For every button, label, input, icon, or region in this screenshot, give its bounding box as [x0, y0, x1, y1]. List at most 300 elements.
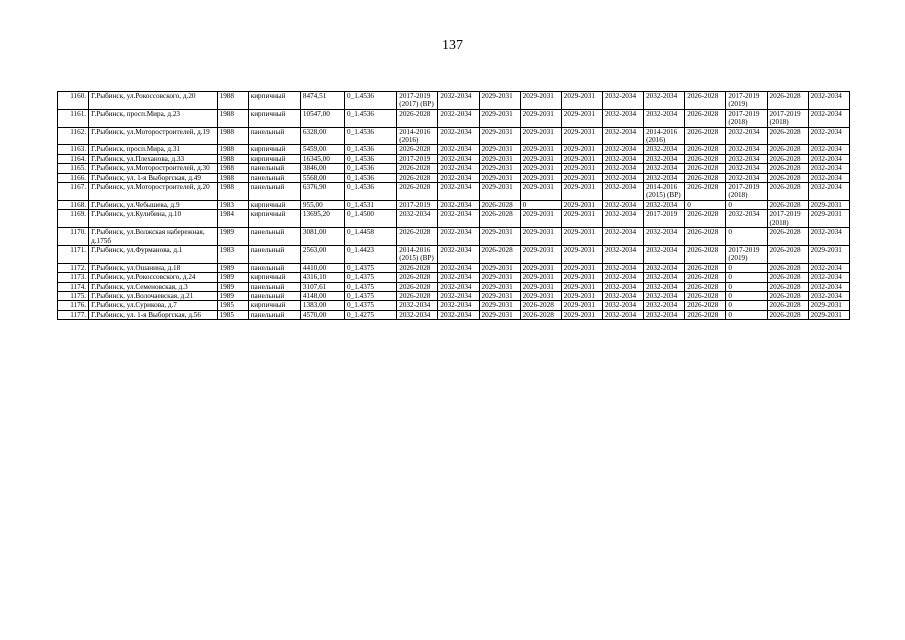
repair-period-cell: 2032-2034: [808, 291, 849, 300]
repair-period-cell: 2029-2031: [561, 291, 602, 300]
repair-period-cell: 2029-2031: [479, 291, 520, 300]
repair-period-cell: 2026-2028: [767, 200, 808, 209]
repair-period-cell: 2032-2034: [726, 154, 767, 163]
address-cell: Г.Рыбинск, ул.Моторостроителей, д.19: [89, 127, 217, 145]
repair-period-cell: 2026-2028: [685, 145, 726, 154]
address-cell: Г.Рыбинск, ул. 1-я Выборгская, д.49: [89, 173, 217, 182]
repair-period-cell: 2029-2031: [808, 210, 849, 228]
repair-period-cell: 2032-2034: [726, 173, 767, 182]
code-cell: 0_1.4375: [345, 282, 397, 291]
repair-period-cell: 2032-2034: [726, 127, 767, 145]
address-cell: Г.Рыбинск, ул.Плеханова, д.33: [89, 154, 217, 163]
repair-period-cell: 2032-2034: [438, 273, 479, 282]
code-cell: 0_1.4500: [345, 210, 397, 228]
repair-period-cell: 2032-2034: [644, 164, 685, 173]
repair-period-cell: 2026-2028: [685, 154, 726, 163]
repair-period-cell: 2026-2028: [685, 92, 726, 110]
repair-period-cell: 2032-2034: [644, 109, 685, 127]
repair-period-cell: 2029-2031: [520, 173, 561, 182]
repair-period-cell: 0: [726, 263, 767, 272]
repair-period-cell: 2029-2031: [520, 245, 561, 263]
repair-period-cell: 2032-2034: [644, 145, 685, 154]
table-row: [58, 282, 850, 291]
repair-period-cell: 2026-2028: [685, 291, 726, 300]
repair-period-cell: 2032-2034: [602, 245, 643, 263]
table-row: [58, 291, 850, 300]
year-cell: 1988: [217, 92, 248, 110]
repair-period-cell: 2032-2034: [602, 164, 643, 173]
year-cell: 1989: [217, 273, 248, 282]
wall-material-cell: панельный: [248, 127, 300, 145]
wall-material-cell: панельный: [248, 282, 300, 291]
row-number-cell: 1174.: [58, 282, 89, 291]
repair-period-cell: 2032-2034: [602, 127, 643, 145]
table-row: [58, 183, 850, 201]
repair-period-cell: 2032-2034: [644, 245, 685, 263]
wall-material-cell: кирпичный: [248, 200, 300, 209]
table-row: [58, 127, 850, 145]
repair-period-cell: 2032-2034: [438, 164, 479, 173]
repair-period-cell: 2017-2019 (2018): [726, 109, 767, 127]
repair-period-cell: 2029-2031: [561, 92, 602, 110]
repair-period-cell: 2029-2031: [520, 164, 561, 173]
repair-period-cell: 2029-2031: [479, 263, 520, 272]
repair-period-cell: 2029-2031: [520, 273, 561, 282]
repair-period-cell: 2029-2031: [561, 282, 602, 291]
repair-period-cell: 2029-2031: [479, 273, 520, 282]
repair-period-cell: 2029-2031: [520, 228, 561, 246]
repair-period-cell: 2029-2031: [561, 127, 602, 145]
row-number-cell: 1163.: [58, 145, 89, 154]
year-cell: 1988: [217, 154, 248, 163]
repair-period-cell: 2026-2028: [767, 145, 808, 154]
address-cell: Г.Рыбинск, ул.Сурикова, д.7: [89, 301, 217, 310]
row-number-cell: 1167.: [58, 183, 89, 201]
repair-period-cell: 2029-2031: [561, 263, 602, 272]
wall-material-cell: кирпичный: [248, 92, 300, 110]
code-cell: 0_1.4536: [345, 127, 397, 145]
repair-period-cell: 2026-2028: [397, 183, 438, 201]
table-row: [58, 145, 850, 154]
repair-period-cell: 2032-2034: [808, 164, 849, 173]
repair-period-cell: 2032-2034: [438, 282, 479, 291]
repair-period-cell: 2026-2028: [479, 210, 520, 228]
area-cell: 16345,00: [300, 154, 344, 163]
repair-period-cell: 2029-2031: [561, 145, 602, 154]
wall-material-cell: панельный: [248, 310, 300, 319]
repair-period-cell: 2029-2031: [479, 92, 520, 110]
repair-period-cell: 2026-2028: [767, 301, 808, 310]
year-cell: 1988: [217, 173, 248, 182]
table-row: [58, 245, 850, 263]
year-cell: 1988: [217, 127, 248, 145]
address-cell: Г.Рыбинск, ул.Семеновская, д.3: [89, 282, 217, 291]
repair-period-cell: 2029-2031: [561, 173, 602, 182]
repair-period-cell: 2032-2034: [726, 145, 767, 154]
year-cell: 1989: [217, 263, 248, 272]
repair-period-cell: 2032-2034: [602, 145, 643, 154]
repair-period-cell: 2032-2034: [602, 310, 643, 319]
repair-period-cell: 2032-2034: [808, 92, 849, 110]
row-number-cell: 1162.: [58, 127, 89, 145]
row-number-cell: 1166.: [58, 173, 89, 182]
repair-period-cell: 2026-2028: [685, 109, 726, 127]
table-row: [58, 310, 850, 319]
area-cell: 3107,61: [300, 282, 344, 291]
row-number-cell: 1177.: [58, 310, 89, 319]
repair-period-cell: 2032-2034: [808, 173, 849, 182]
repair-period-cell: 2032-2034: [644, 228, 685, 246]
repair-period-cell: 2032-2034: [602, 109, 643, 127]
repair-period-cell: 2032-2034: [602, 173, 643, 182]
repair-period-cell: 2032-2034: [808, 127, 849, 145]
code-cell: 0_1.4536: [345, 154, 397, 163]
code-cell: 0_1.4375: [345, 273, 397, 282]
table-row: [58, 164, 850, 173]
address-cell: Г.Рыбинск, ул.Рокоссовского, д.20: [89, 92, 217, 110]
repair-period-cell: 2029-2031: [520, 127, 561, 145]
area-cell: 10547,00: [300, 109, 344, 127]
repair-period-cell: 2032-2034: [602, 263, 643, 272]
area-cell: 2563,00: [300, 245, 344, 263]
row-number-cell: 1160.: [58, 92, 89, 110]
repair-period-cell: 2017-2019 (2018): [767, 210, 808, 228]
repair-period-cell: 2029-2031: [479, 145, 520, 154]
year-cell: 1989: [217, 291, 248, 300]
repair-period-cell: 2029-2031: [808, 245, 849, 263]
repair-period-cell: 2032-2034: [438, 92, 479, 110]
repair-period-cell: 0: [685, 200, 726, 209]
repair-period-cell: 2026-2028: [685, 127, 726, 145]
repair-period-cell: 2026-2028: [685, 310, 726, 319]
table-row: [58, 273, 850, 282]
repair-period-cell: 2032-2034: [644, 263, 685, 272]
repair-period-cell: 2032-2034: [602, 228, 643, 246]
repair-period-cell: 2032-2034: [726, 164, 767, 173]
table-row: [58, 154, 850, 163]
repair-period-cell: 2032-2034: [438, 154, 479, 163]
row-number-cell: 1169.: [58, 210, 89, 228]
repair-period-cell: 2032-2034: [438, 173, 479, 182]
repair-period-cell: 2026-2028: [767, 282, 808, 291]
repair-period-cell: 2032-2034: [602, 291, 643, 300]
repair-period-cell: 2032-2034: [808, 154, 849, 163]
code-cell: 0_1.4536: [345, 173, 397, 182]
repair-period-cell: 2029-2031: [479, 173, 520, 182]
wall-material-cell: кирпичный: [248, 109, 300, 127]
repair-period-cell: 2029-2031: [561, 210, 602, 228]
wall-material-cell: кирпичный: [248, 154, 300, 163]
repair-period-cell: 2032-2034: [397, 310, 438, 319]
table-row: [58, 173, 850, 182]
repair-period-cell: 2026-2028: [397, 228, 438, 246]
repair-period-cell: 2032-2034: [808, 282, 849, 291]
housing-registry-table: [57, 91, 850, 320]
repair-period-cell: 2029-2031: [479, 109, 520, 127]
address-cell: Г.Рыбинск, ул.Кулибина, д.10: [89, 210, 217, 228]
table-row: [58, 109, 850, 127]
repair-period-cell: 2029-2031: [479, 127, 520, 145]
page-number: 137: [442, 38, 463, 53]
repair-period-cell: 2029-2031: [561, 183, 602, 201]
wall-material-cell: кирпичный: [248, 210, 300, 228]
row-number-cell: 1165.: [58, 164, 89, 173]
repair-period-cell: 2032-2034: [644, 273, 685, 282]
repair-period-cell: 2026-2028: [767, 263, 808, 272]
area-cell: 5459,00: [300, 145, 344, 154]
area-cell: 4148,00: [300, 291, 344, 300]
repair-period-cell: 2029-2031: [561, 228, 602, 246]
area-cell: 1383,00: [300, 301, 344, 310]
address-cell: Г.Рыбинск, ул.Волочаевская, д.21: [89, 291, 217, 300]
code-cell: 0_1.4536: [345, 145, 397, 154]
repair-period-cell: 2026-2028: [767, 183, 808, 201]
repair-period-cell: 0: [726, 200, 767, 209]
repair-period-cell: 2026-2028: [520, 301, 561, 310]
address-cell: Г.Рыбинск, ул.Моторостроителей, д.20: [89, 183, 217, 201]
repair-period-cell: 2032-2034: [644, 173, 685, 182]
repair-period-cell: 2026-2028: [397, 282, 438, 291]
repair-period-cell: 2026-2028: [397, 145, 438, 154]
repair-period-cell: 2032-2034: [602, 273, 643, 282]
repair-period-cell: 2032-2034: [808, 263, 849, 272]
repair-period-cell: 2032-2034: [808, 273, 849, 282]
repair-period-cell: 2026-2028: [397, 263, 438, 272]
address-cell: Г.Рыбинск, ул.Чебышева, д.9: [89, 200, 217, 209]
repair-period-cell: 2032-2034: [644, 200, 685, 209]
repair-period-cell: 2032-2034: [438, 183, 479, 201]
repair-period-cell: 0: [726, 291, 767, 300]
row-number-cell: 1173.: [58, 273, 89, 282]
repair-period-cell: 2029-2031: [479, 164, 520, 173]
address-cell: Г.Рыбинск, ул.Рокоссовского, д.24: [89, 273, 217, 282]
wall-material-cell: панельный: [248, 263, 300, 272]
code-cell: 0_1.4375: [345, 291, 397, 300]
row-number-cell: 1164.: [58, 154, 89, 163]
row-number-cell: 1168.: [58, 200, 89, 209]
area-cell: 13695,20: [300, 210, 344, 228]
repair-period-cell: 2032-2034: [602, 210, 643, 228]
repair-period-cell: 2032-2034: [438, 228, 479, 246]
repair-period-cell: 2029-2031: [520, 291, 561, 300]
repair-period-cell: 2029-2031: [561, 109, 602, 127]
repair-period-cell: 2026-2028: [685, 273, 726, 282]
repair-period-cell: 2026-2028: [767, 291, 808, 300]
code-cell: 0_1.4531: [345, 200, 397, 209]
repair-period-cell: 2017-2019 (2018): [726, 183, 767, 201]
address-cell: Г.Рыбинск, просп.Мира, д.31: [89, 145, 217, 154]
repair-period-cell: 2029-2031: [520, 109, 561, 127]
repair-period-cell: 2029-2031: [520, 154, 561, 163]
address-cell: Г.Рыбинск, ул.Волжская набережная, д.175б: [89, 228, 217, 246]
area-cell: 6328,00: [300, 127, 344, 145]
repair-period-cell: 2026-2028: [397, 109, 438, 127]
repair-period-cell: 0: [726, 310, 767, 319]
wall-material-cell: панельный: [248, 183, 300, 201]
repair-period-cell: 2029-2031: [561, 310, 602, 319]
repair-period-cell: 2029-2031: [479, 228, 520, 246]
repair-period-cell: 2029-2031: [808, 301, 849, 310]
code-cell: 0_1.4536: [345, 109, 397, 127]
row-number-cell: 1170.: [58, 228, 89, 246]
repair-period-cell: 2032-2034: [438, 145, 479, 154]
repair-period-cell: 2026-2028: [685, 228, 726, 246]
wall-material-cell: панельный: [248, 245, 300, 263]
table-row: [58, 263, 850, 272]
area-cell: 4570,00: [300, 310, 344, 319]
wall-material-cell: кирпичный: [248, 145, 300, 154]
repair-period-cell: 2032-2034: [438, 291, 479, 300]
repair-period-cell: 2029-2031: [479, 183, 520, 201]
code-cell: 0_1.4536: [345, 183, 397, 201]
repair-period-cell: 2017-2019: [644, 210, 685, 228]
repair-period-cell: 0: [726, 301, 767, 310]
repair-period-cell: 2026-2028: [767, 245, 808, 263]
repair-period-cell: 2032-2034: [602, 282, 643, 291]
repair-period-cell: 2014-2016 (2015) (ВР): [397, 245, 438, 263]
repair-period-cell: 2026-2028: [685, 164, 726, 173]
code-cell: 0_1.4375: [345, 301, 397, 310]
year-cell: 1989: [217, 282, 248, 291]
repair-period-cell: 2026-2028: [479, 245, 520, 263]
area-cell: 4410,00: [300, 263, 344, 272]
repair-period-cell: 2032-2034: [438, 245, 479, 263]
repair-period-cell: 2026-2028: [767, 92, 808, 110]
repair-period-cell: 2026-2028: [767, 164, 808, 173]
code-cell: 0_1.4275: [345, 310, 397, 319]
repair-period-cell: 2032-2034: [602, 154, 643, 163]
repair-period-cell: 2029-2031: [479, 154, 520, 163]
repair-period-cell: 2026-2028: [479, 200, 520, 209]
table-row: [58, 228, 850, 246]
repair-period-cell: 2014-2016 (2016): [644, 127, 685, 145]
repair-period-cell: 2032-2034: [808, 145, 849, 154]
repair-period-cell: 2029-2031: [561, 273, 602, 282]
repair-period-cell: 0: [520, 200, 561, 209]
repair-period-cell: 2017-2019 (2019): [726, 92, 767, 110]
wall-material-cell: кирпичный: [248, 301, 300, 310]
table-row: [58, 210, 850, 228]
repair-period-cell: 2029-2031: [520, 210, 561, 228]
repair-period-cell: 2026-2028: [520, 310, 561, 319]
row-number-cell: 1175.: [58, 291, 89, 300]
repair-period-cell: 2029-2031: [479, 301, 520, 310]
year-cell: 1983: [217, 200, 248, 209]
repair-period-cell: 2032-2034: [438, 301, 479, 310]
repair-period-cell: 2029-2031: [561, 154, 602, 163]
repair-period-cell: 2026-2028: [397, 273, 438, 282]
year-cell: 1988: [217, 145, 248, 154]
wall-material-cell: панельный: [248, 291, 300, 300]
repair-period-cell: 2026-2028: [685, 263, 726, 272]
code-cell: 0_1.4423: [345, 245, 397, 263]
repair-period-cell: 2029-2031: [479, 310, 520, 319]
repair-period-cell: 2032-2034: [602, 183, 643, 201]
repair-period-cell: 2032-2034: [808, 183, 849, 201]
year-cell: 1983: [217, 245, 248, 263]
repair-period-cell: 2029-2031: [561, 301, 602, 310]
repair-period-cell: 2014-2016 (2016): [397, 127, 438, 145]
repair-period-cell: 0: [726, 228, 767, 246]
repair-period-cell: 2017-2019 (2017) (ВР): [397, 92, 438, 110]
year-cell: 1985: [217, 310, 248, 319]
repair-period-cell: 2026-2028: [685, 183, 726, 201]
repair-period-cell: 2029-2031: [808, 200, 849, 209]
repair-period-cell: 2026-2028: [685, 245, 726, 263]
area-cell: 8474,51: [300, 92, 344, 110]
repair-period-cell: 2029-2031: [520, 92, 561, 110]
code-cell: 0_1.4536: [345, 92, 397, 110]
area-cell: 5568,00: [300, 173, 344, 182]
repair-period-cell: 2029-2031: [561, 245, 602, 263]
repair-period-cell: 2026-2028: [767, 154, 808, 163]
wall-material-cell: панельный: [248, 173, 300, 182]
repair-period-cell: 2032-2034: [808, 228, 849, 246]
wall-material-cell: панельный: [248, 164, 300, 173]
repair-period-cell: 2026-2028: [767, 228, 808, 246]
repair-period-cell: 2017-2019: [397, 154, 438, 163]
repair-period-cell: 2017-2019 (2019): [726, 245, 767, 263]
repair-period-cell: 2032-2034: [397, 210, 438, 228]
year-cell: 1984: [217, 210, 248, 228]
code-cell: 0_1.4536: [345, 164, 397, 173]
year-cell: 1989: [217, 228, 248, 246]
repair-period-cell: 2032-2034: [602, 301, 643, 310]
repair-period-cell: 2029-2031: [561, 164, 602, 173]
row-number-cell: 1176.: [58, 301, 89, 310]
wall-material-cell: панельный: [248, 228, 300, 246]
row-number-cell: 1161.: [58, 109, 89, 127]
repair-period-cell: 2017-2019 (2018): [767, 109, 808, 127]
repair-period-cell: 2032-2034: [438, 200, 479, 209]
repair-period-cell: 2032-2034: [602, 200, 643, 209]
repair-period-cell: 2032-2034: [726, 210, 767, 228]
repair-period-cell: 2032-2034: [644, 301, 685, 310]
repair-period-cell: 2026-2028: [397, 164, 438, 173]
repair-period-cell: 2026-2028: [685, 173, 726, 182]
repair-period-cell: 2032-2034: [644, 291, 685, 300]
repair-period-cell: 2032-2034: [808, 109, 849, 127]
repair-period-cell: 2032-2034: [438, 127, 479, 145]
repair-period-cell: 2026-2028: [397, 173, 438, 182]
repair-period-cell: 0: [726, 282, 767, 291]
code-cell: 0_1.4458: [345, 228, 397, 246]
address-cell: Г.Рыбинск, ул.Ошанина, д.18: [89, 263, 217, 272]
repair-period-cell: 2026-2028: [685, 301, 726, 310]
year-cell: 1988: [217, 164, 248, 173]
repair-period-cell: 2032-2034: [644, 92, 685, 110]
repair-period-cell: 2026-2028: [767, 127, 808, 145]
address-cell: Г.Рыбинск, ул.Моторостроителей, д.30: [89, 164, 217, 173]
repair-period-cell: 0: [726, 273, 767, 282]
wall-material-cell: кирпичный: [248, 273, 300, 282]
repair-period-cell: 2029-2031: [520, 282, 561, 291]
table-row: [58, 301, 850, 310]
row-number-cell: 1172.: [58, 263, 89, 272]
repair-period-cell: 2029-2031: [520, 263, 561, 272]
repair-period-cell: 2026-2028: [767, 273, 808, 282]
address-cell: Г.Рыбинск, просп.Мира, д.23: [89, 109, 217, 127]
table-row: [58, 92, 850, 110]
area-cell: 955,00: [300, 200, 344, 209]
address-cell: Г.Рыбинск, ул. 1-я Выборгская, д.56: [89, 310, 217, 319]
repair-period-cell: 2032-2034: [397, 301, 438, 310]
repair-period-cell: 2026-2028: [767, 310, 808, 319]
repair-period-cell: 2029-2031: [520, 145, 561, 154]
repair-period-cell: 2032-2034: [438, 310, 479, 319]
repair-period-cell: 2029-2031: [808, 310, 849, 319]
repair-period-cell: 2032-2034: [602, 92, 643, 110]
